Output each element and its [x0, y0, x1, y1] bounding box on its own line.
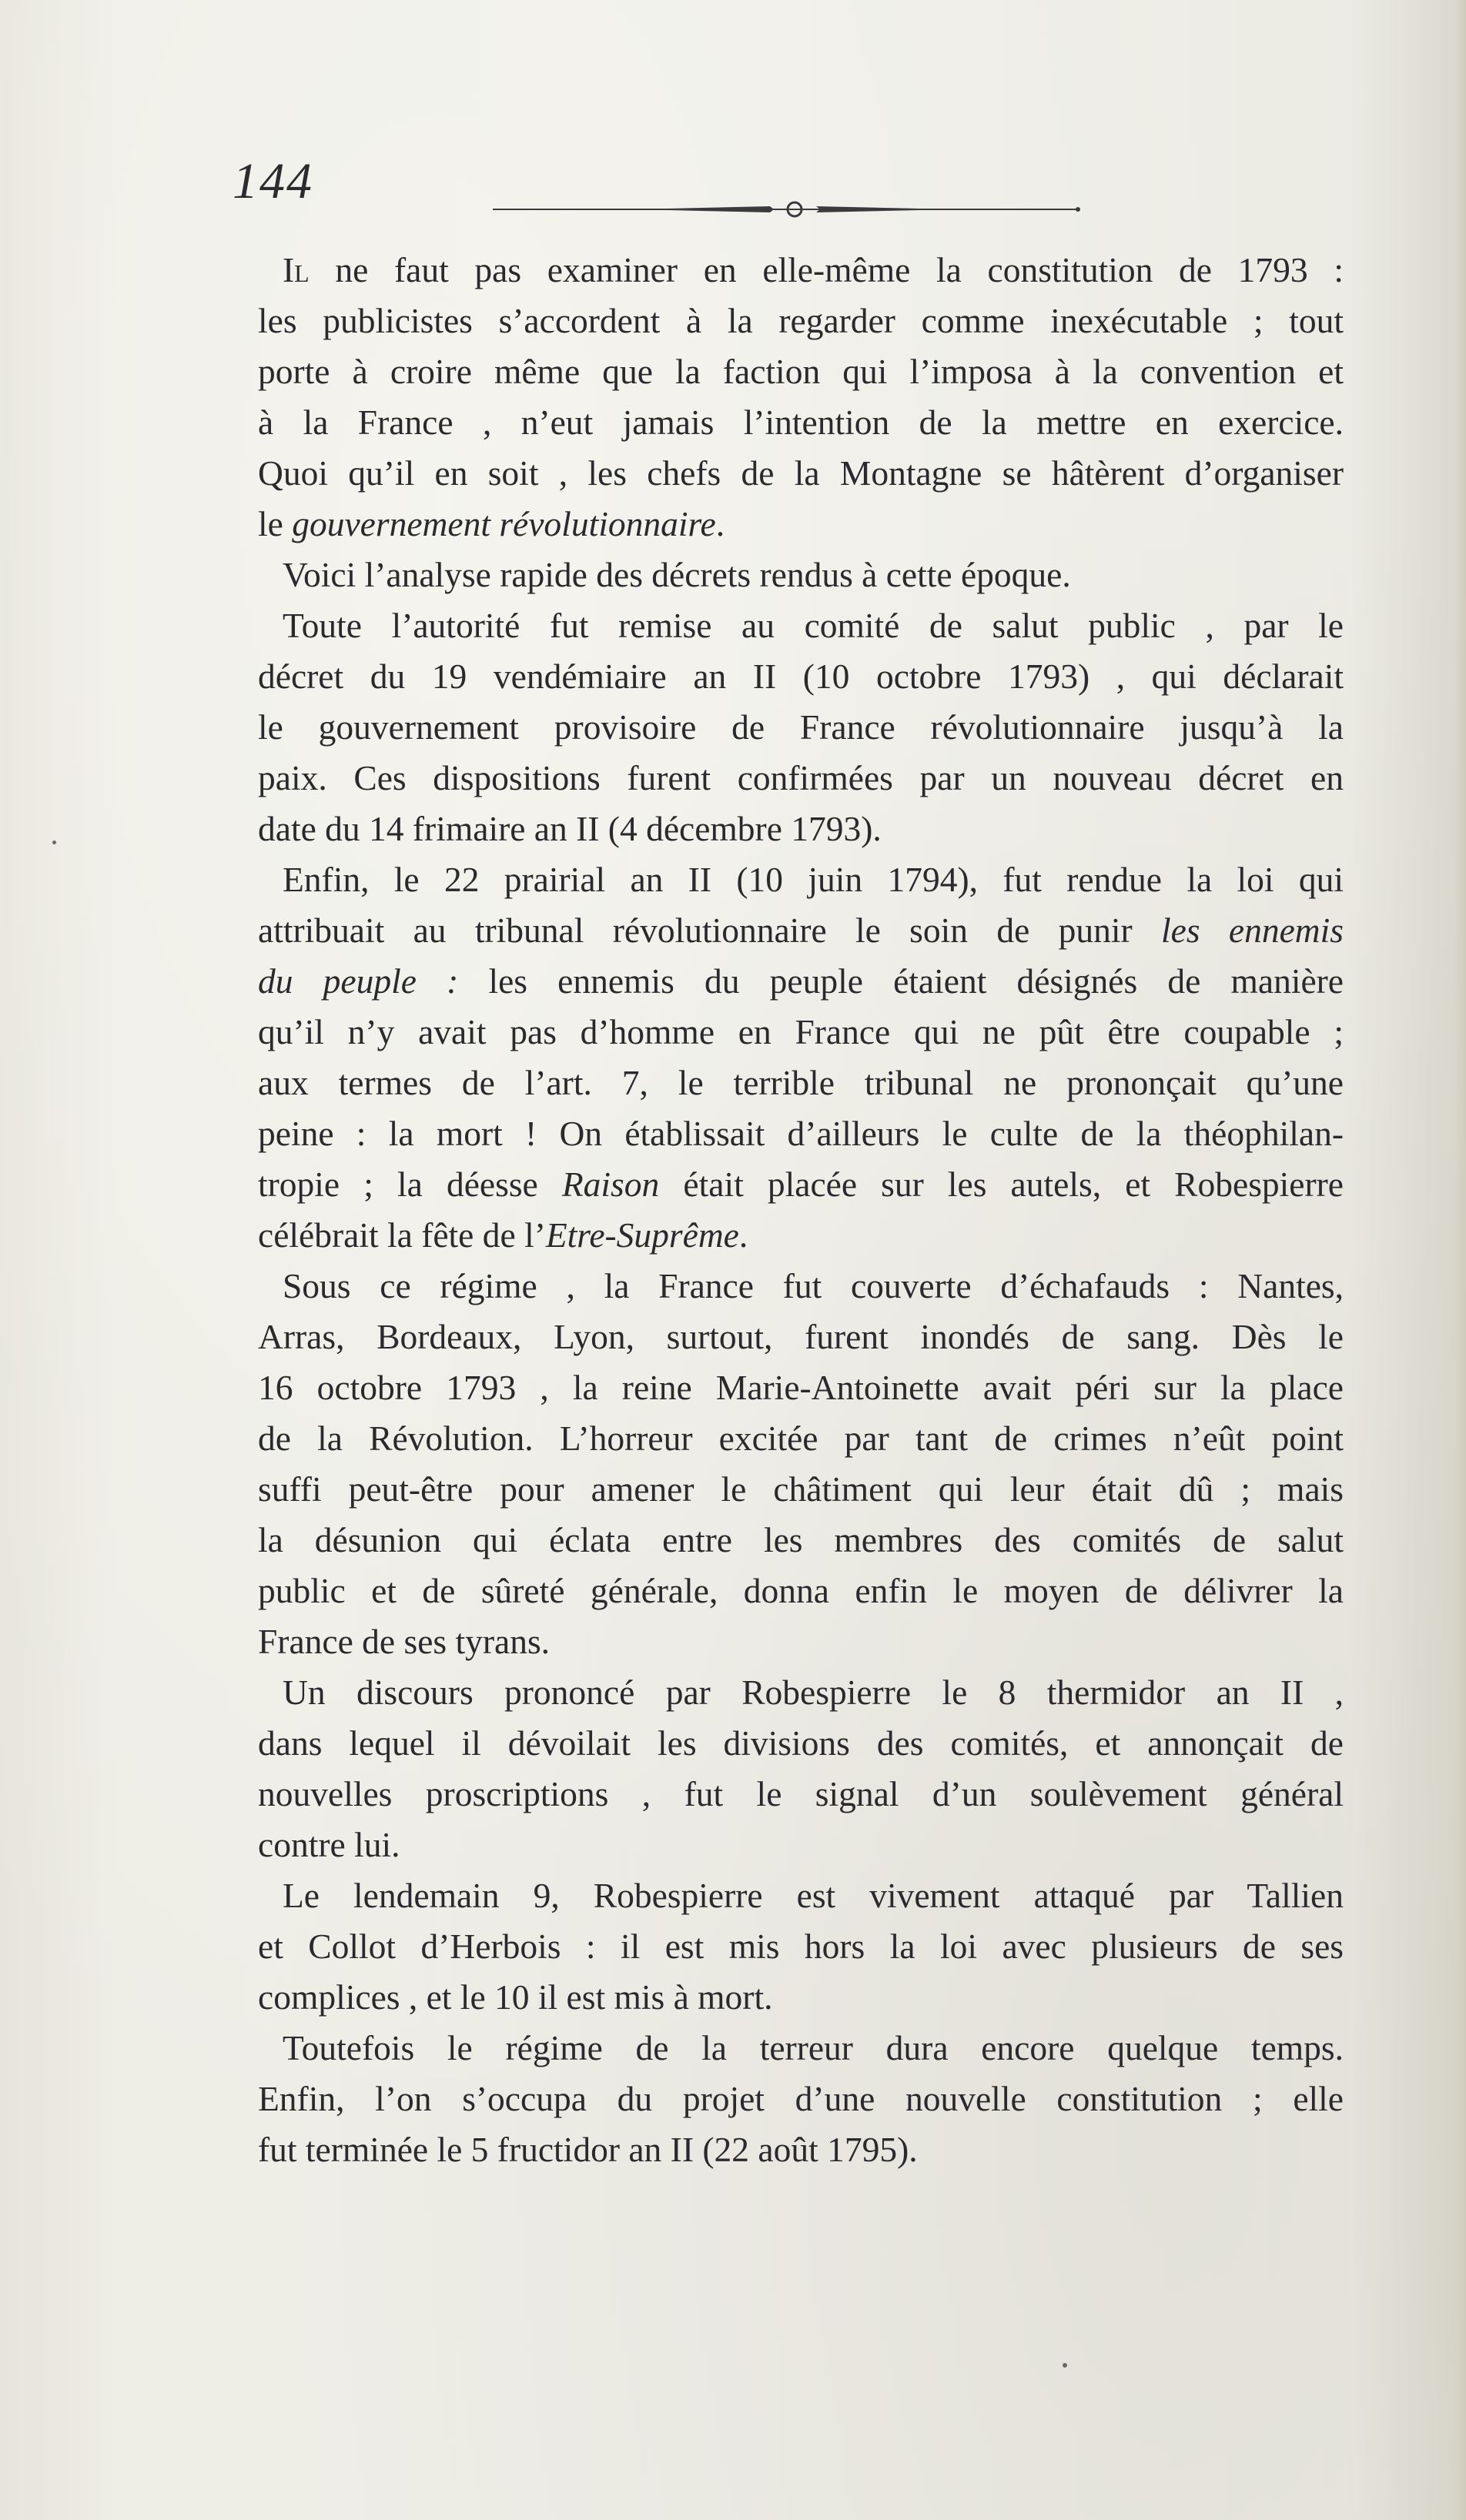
text-line — [258, 1007, 1344, 1058]
text-line — [258, 1058, 1344, 1108]
text-line — [258, 804, 1344, 854]
text-run: date du 14 frimaire an II (4 décembre 1793). — [258, 809, 882, 848]
text-line — [258, 600, 1344, 651]
text-line — [258, 1108, 1344, 1159]
text-line — [258, 499, 1344, 550]
text-run: complices , et le 10 il est mis à mort. — [258, 1977, 773, 2017]
text-run: aux termes de l’art. 7, le terrible tribunal ne prononçait qu’une — [258, 1063, 1344, 1102]
page-edge-shadow — [1455, 0, 1466, 2520]
paragraph — [258, 600, 1344, 854]
text-run: le — [258, 504, 293, 543]
paragraph — [258, 245, 1344, 550]
text-line — [258, 1769, 1344, 1820]
text-line — [258, 753, 1344, 804]
text-run: Toute l’autorité fut remise au comité de salut public , par le — [283, 606, 1344, 645]
text-line — [258, 1921, 1344, 1972]
text-line — [258, 1464, 1344, 1515]
text-run: tropie ; la déesse — [258, 1165, 562, 1204]
text-line — [258, 956, 1344, 1007]
text-line — [258, 905, 1344, 956]
italic-text: Etre-Suprême — [545, 1215, 739, 1255]
text-run: Sous ce régime , la France fut couverte d’échafauds : Nantes, — [283, 1266, 1344, 1305]
text-line — [258, 1820, 1344, 1870]
text-run: Toutefois le régime de la terreur dura encore quelque temps. — [283, 2028, 1344, 2067]
text-run: paix. Ces dispositions furent confirmées par un nouveau décret en — [258, 758, 1344, 797]
text-run: contre lui. — [258, 1825, 400, 1864]
text-run: peine : la mort ! On établissait d’ailleurs le culte de la théophilan- — [258, 1114, 1344, 1153]
body-text — [258, 245, 1344, 2175]
text-run: fut terminée le 5 fructidor an II (22 août 1795). — [258, 2130, 918, 2169]
text-run: public et de sûreté générale, donna enfin le moyen de délivrer la — [258, 1571, 1344, 1610]
text-line — [258, 1159, 1344, 1210]
text-line — [258, 550, 1344, 600]
text-run: était placée sur les autels, et Robespierre — [659, 1165, 1344, 1204]
paragraph — [258, 550, 1344, 600]
text-run: France de ses tyrans. — [258, 1622, 551, 1661]
text-line — [258, 296, 1344, 346]
text-run: Enfin, le 22 prairial an II (10 juin 1794), fut rendue la loi qui — [283, 860, 1344, 899]
text-line — [258, 1870, 1344, 1921]
text-run: décret du 19 vendémiaire an II (10 octobre 1793) , qui déclarait — [258, 657, 1344, 696]
text-line — [258, 2023, 1344, 2074]
small-caps-text: Il — [283, 250, 310, 289]
text-line — [258, 854, 1344, 905]
text-line — [258, 1667, 1344, 1718]
text-run: 16 octobre 1793 , la reine Marie-Antoinette avait péri sur la place — [258, 1368, 1344, 1407]
text-line — [258, 1413, 1344, 1464]
ornament-rule — [493, 200, 1109, 223]
text-line — [258, 651, 1344, 702]
text-run: et Collot d’Herbois : il est mis hors la loi avec plusieurs de ses — [258, 1927, 1344, 1966]
text-line — [258, 346, 1344, 397]
text-line — [258, 2074, 1344, 2124]
text-line — [258, 1718, 1344, 1769]
text-line — [258, 1210, 1344, 1261]
page-number: 144 — [233, 153, 313, 209]
text-run: nouvelles proscriptions , fut le signal d’un soulèvement général — [258, 1774, 1344, 1813]
text-line — [258, 448, 1344, 499]
text-run: dans lequel il dévoilait les divisions des comités, et annonçait de — [258, 1723, 1344, 1763]
text-run: de la Révolution. L’horreur excitée par tant de crimes n’eût point — [258, 1419, 1344, 1458]
text-line — [258, 245, 1344, 296]
paragraph — [258, 1261, 1344, 1667]
italic-text: du peuple : — [258, 961, 459, 1001]
text-line — [258, 2124, 1344, 2175]
text-run: Voici l’analyse rapide des décrets rendus à cette époque. — [283, 555, 1071, 594]
paragraph — [258, 2023, 1344, 2175]
text-run: porte à croire même que la faction qui l’imposa à la convention et — [258, 352, 1344, 391]
text-run: Quoi qu’il en soit , les chefs de la Montagne se hâtèrent d’organiser — [258, 453, 1344, 493]
text-run: la désunion qui éclata entre les membres des comités de salut — [258, 1520, 1344, 1559]
text-line — [258, 397, 1344, 448]
text-run: . — [738, 1215, 748, 1255]
text-run: Enfin, l’on s’occupa du projet d’une nouvelle constitution ; elle — [258, 2079, 1344, 2118]
italic-text: Raison — [561, 1165, 660, 1204]
italic-text: gouvernement révolutionnaire — [292, 504, 716, 543]
text-run: célébrait la fête de l’ — [258, 1215, 546, 1255]
text-run: qu’il n’y avait pas d’homme en France qui ne pût être coupable ; — [258, 1012, 1344, 1051]
text-run: les publicistes s’accordent à la regarder comme inexécutable ; tout — [258, 301, 1344, 340]
text-line — [258, 1515, 1344, 1566]
text-run: à la France , n’eut jamais l’intention de la mettre en exercice. — [258, 403, 1344, 442]
text-line — [258, 1261, 1344, 1312]
text-run: attribuait au tribunal révolutionnaire le soin de punir — [258, 911, 1162, 950]
italic-text: les ennemis — [1161, 911, 1344, 950]
paragraph — [258, 1667, 1344, 1870]
paper-speck — [52, 841, 56, 844]
paragraph — [258, 1870, 1344, 2023]
text-run: Arras, Bordeaux, Lyon, surtout, furent inondés de sang. Dès le — [258, 1317, 1344, 1356]
text-line — [258, 1312, 1344, 1362]
text-line — [258, 1362, 1344, 1413]
paper-speck — [1063, 2363, 1067, 2368]
text-run: Un discours prononcé par Robespierre le 8 thermidor an II , — [283, 1673, 1344, 1712]
text-run: le gouvernement provisoire de France révolutionnaire jusqu’à la — [258, 707, 1344, 747]
text-run: ne faut pas examiner en elle-même la constitution de 1793 : — [309, 250, 1344, 289]
text-run: Le lendemain 9, Robespierre est vivement attaqué par Tallien — [283, 1876, 1344, 1915]
text-line — [258, 1566, 1344, 1616]
text-line — [258, 1972, 1344, 2023]
text-run: suffi peut-être pour amener le châtiment qui leur était dû ; mais — [258, 1469, 1344, 1509]
text-run: . — [715, 504, 725, 543]
text-line — [258, 1616, 1344, 1667]
text-line — [258, 702, 1344, 753]
text-run: les ennemis du peuple étaient désignés de manière — [458, 961, 1344, 1001]
paragraph — [258, 854, 1344, 1261]
